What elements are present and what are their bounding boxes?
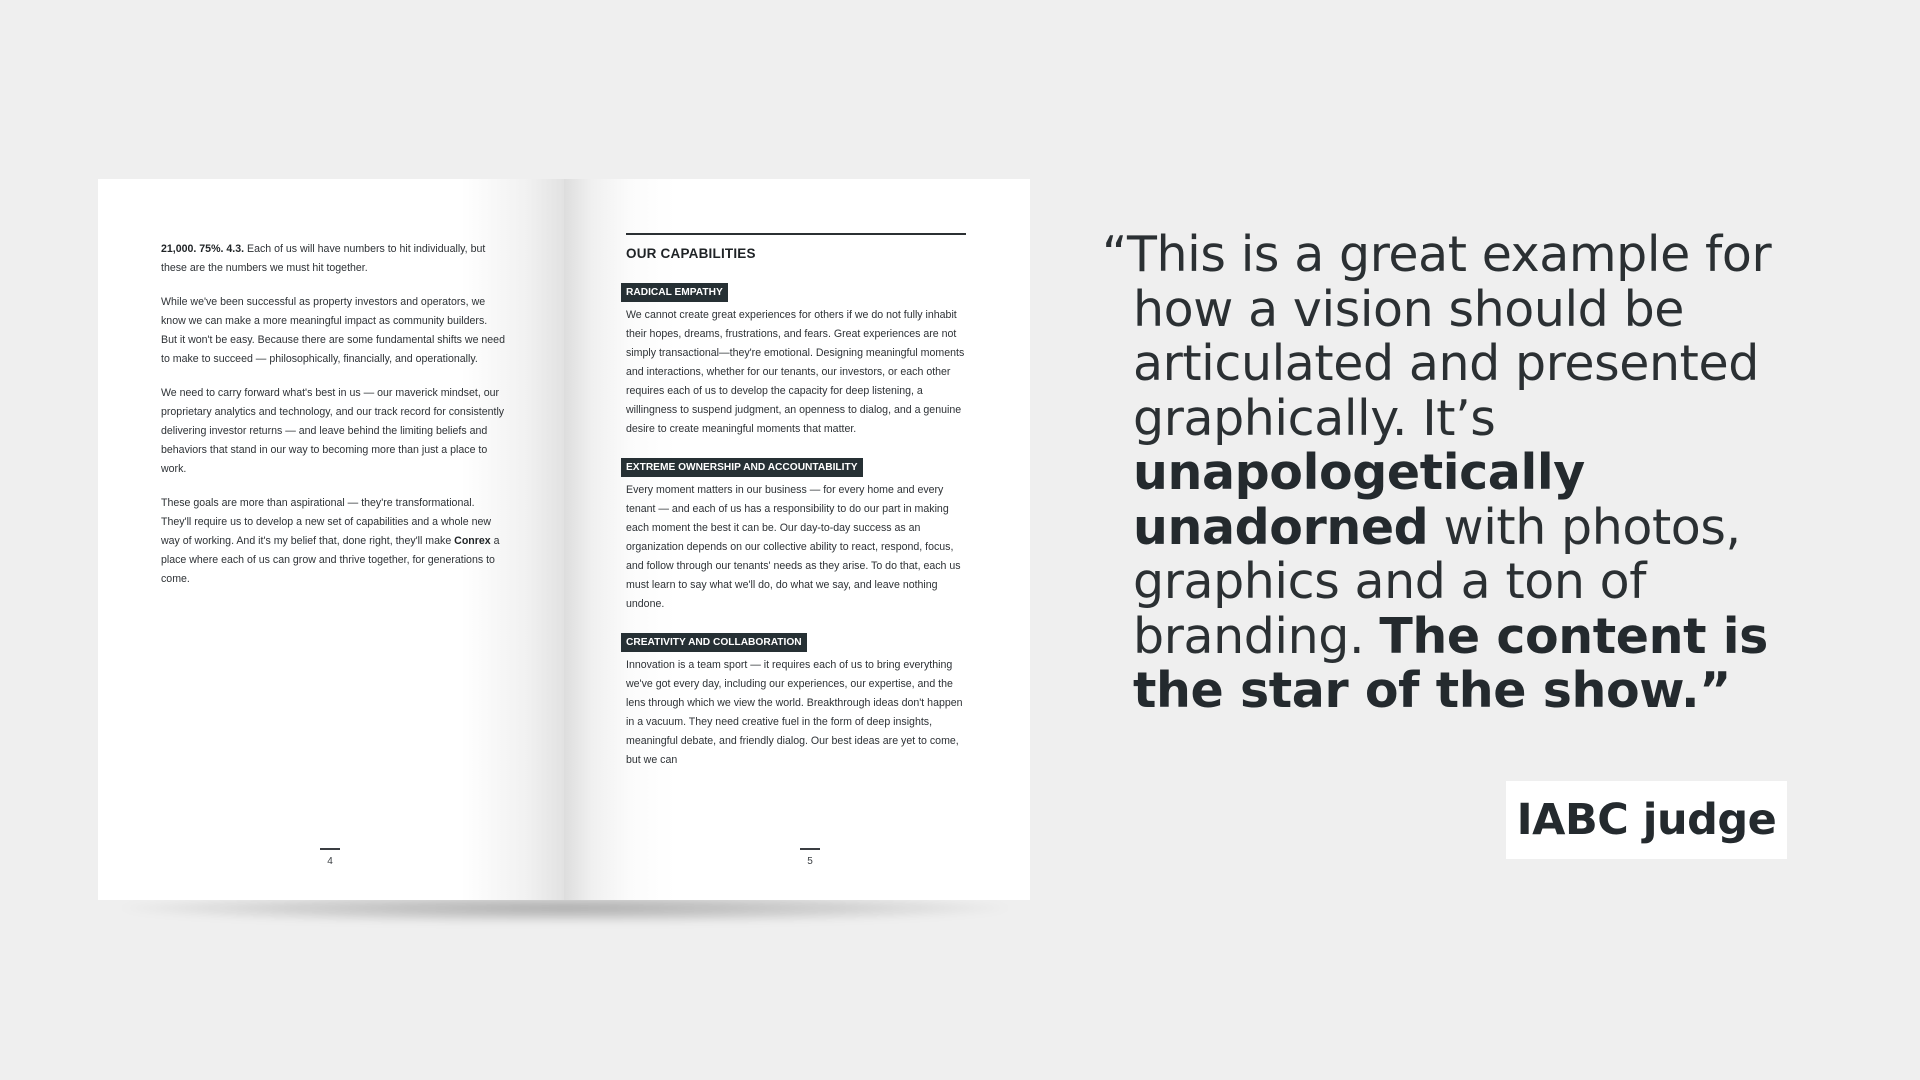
left-page-number-text: 4 xyxy=(327,855,333,867)
right-page-body xyxy=(626,233,966,789)
quote-emphasis: unapologetically xyxy=(1133,444,1585,501)
quote-text: branding. xyxy=(1133,607,1380,665)
right-page-number-text: 5 xyxy=(807,855,813,867)
left-page-body xyxy=(161,240,505,604)
capability-text: Innovation is a team sport — it requires each of us to bring everything we've got every day, including our experiences, our expertise, and the lens through which we view the world. Breakthrough ideas don't happen in a vacuum. They need creative fuel in the form of deep insights, meaningful debate, and friendly dialog. Our best ideas are yet to come, but we can xyxy=(626,659,963,766)
page-number-rule xyxy=(320,848,340,850)
quote-emphasis: The content is xyxy=(1379,607,1768,665)
quote-line xyxy=(1102,498,1802,556)
capability-text: Every moment matters in our business — for every home and every tenant — and each of us has a responsibility to do our part in making each moment the best it can be. Our day-to-day success as an organization depends on our collective ability to react, respond, focus, and follow through our tenants' needs as they arise. To do that, each us must learn to say what we'll do, do what we say, and leave nothing undone. xyxy=(626,484,961,610)
quote-line: articulated and presented xyxy=(1133,335,1759,392)
left-paragraph-4 xyxy=(161,494,505,589)
quote-attribution: IABC judge xyxy=(1506,781,1787,859)
quote-line xyxy=(1102,664,1802,719)
capability-section xyxy=(626,633,966,770)
left-paragraph-4-after: a place where each of us can grow and thrive together, for generations to come. xyxy=(161,535,500,585)
quote-line: graphically. It’s xyxy=(1133,389,1496,447)
quote-emphasis: unadorned xyxy=(1133,498,1429,556)
capability-label: RADICAL EMPATHY xyxy=(621,283,728,302)
capabilities-heading: OUR CAPABILITIES xyxy=(626,246,756,261)
booklet-left-page xyxy=(98,179,564,900)
right-page-number xyxy=(800,848,820,867)
capability-section xyxy=(626,458,966,614)
quote-emphasis: the star of the show.” xyxy=(1133,662,1731,719)
capability-label: CREATIVITY AND COLLABORATION xyxy=(621,633,807,652)
capability-section xyxy=(626,283,966,439)
booklet-spread xyxy=(98,179,1030,900)
company-name: Conrex xyxy=(454,535,491,547)
judge-quote xyxy=(1102,228,1802,719)
heading-rule xyxy=(626,233,966,235)
capability-text: We cannot create great experiences for others if we do not fully inhabit their hopes, dreams, frustrations, and fears. Great experiences are not simply transactional—they're emotional. Designing meaningful moments and interactions, whether for our tenants, our investors, or each other requires each of us to develop the capacity for deep listening, a willingness to suspend judgment, an openness to dialog, and a genuine desire to create meaningful moments that matter. xyxy=(626,309,965,435)
booklet-right-page xyxy=(564,179,1030,900)
capability-label: EXTREME OWNERSHIP AND ACCOUNTABILITY xyxy=(621,458,863,477)
page-number-rule xyxy=(800,848,820,850)
quote-line xyxy=(1102,446,1802,501)
quote-line: graphics and a ton of xyxy=(1133,553,1647,610)
left-paragraph-1 xyxy=(161,240,505,278)
left-page-number xyxy=(320,848,340,867)
quote-text: with photos, xyxy=(1428,498,1741,556)
left-paragraph-4-before: These goals are more than aspirational — they're transformational. They'll require us to develop a new set of capabilities and a whole new way of working. And it's my belief that, done right, they'll make xyxy=(161,497,492,547)
quote-line xyxy=(1102,607,1802,665)
quote-line: “This is a great example for xyxy=(1102,226,1772,283)
left-paragraph-1-text: Each of us will have numbers to hit individually, but these are the numbers we must hit together. xyxy=(161,243,486,274)
left-paragraph-3: We need to carry forward what's best in us — our maverick mindset, our proprietary analytics and technology, and our track record for consistently delivering investor returns — and leave behind the limiting beliefs and behaviors that stand in our way to becoming more than just a place to work. xyxy=(161,387,505,475)
left-paragraph-2: While we've been successful as property investors and operators, we know we can make a more meaningful impact as community builders. But it won't be easy. Because there are some fundamental shifts we need to make to succeed — philosophically, financially, and operationally. xyxy=(161,296,505,365)
quote-line: how a vision should be xyxy=(1133,280,1685,338)
targets-figures: 21,000. 75%. 4.3. xyxy=(161,243,245,255)
